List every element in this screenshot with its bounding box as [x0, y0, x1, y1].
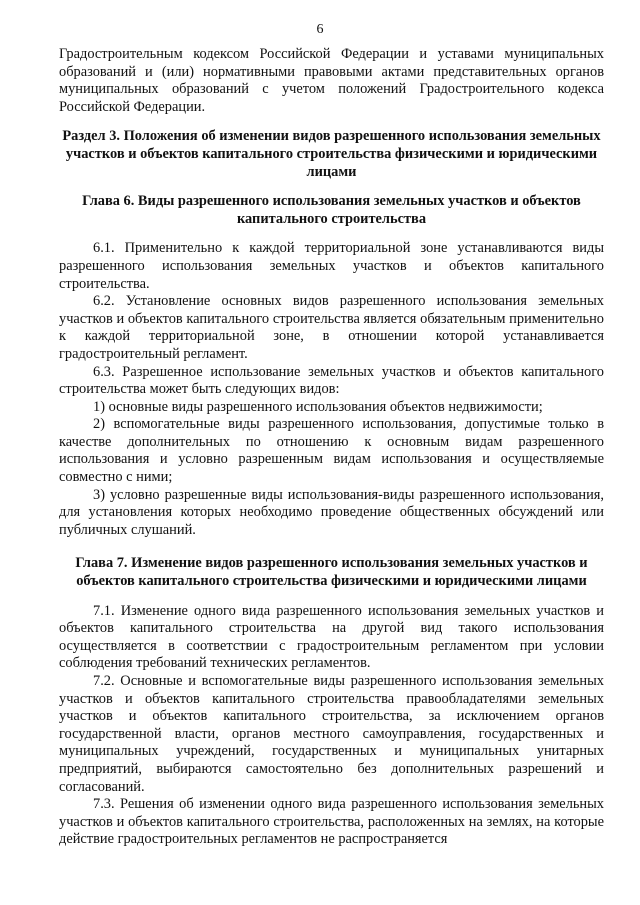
- list-item-1: 1) основные виды разрешенного использования объектов недвижимости;: [93, 398, 543, 415]
- paragraph-6-2: 6.2. Установление основных видов разрешенного использования земельных участков и объектов капитального строительства является обязательным применительно к каждой территориальной зоне, в отношении которой устанавливается градостроительный регламент.: [59, 293, 604, 362]
- paragraph-7-1: 7.1. Изменение одного вида разрешенного использования земельных участков и объектов капитального строительства на другой вид такого использования осуществляется в соответствии с градостроительным регламентом при условии соблюдения требований технических регламентов.: [59, 602, 604, 672]
- paragraph-7-3: 7.3. Решения об изменении одного вида разрешенного использования земельных участков и объектов капитального строительства, расположенных на землях, на которые действие градостроительных регламентов не распространяется: [59, 796, 604, 848]
- list-item-3: 3) условно разрешенные виды использования-виды разрешенного использования, для установления которых необходимо проведение общественных обсуждений или публичных слушаний.: [59, 486, 604, 538]
- list-item-2: 2) вспомогательные виды разрешенного использования, допустимые только в качестве дополнительных по отношению к основным видам разрешенного использования и условно разрешенным видам использования и осуществляемые совместно с ними;: [59, 416, 604, 486]
- page-number: 6: [316, 22, 324, 37]
- paragraph-7-2: 7.2. Основные и вспомогательные виды разрешенного использования земельных участков и объектов капитального строительства правообладателями земельных участков и объектов капитального строительства, за исключением органов государственной власти, органов местного самоуправления, государственных и муниципальных учреждений, государственных и муниципальных унитарных предприятий, выбираются самостоятельно без дополнительных разрешений и согласований.: [59, 673, 604, 795]
- chapter-7-heading: Глава 7. Изменение видов разрешенного использования земельных участков и объектов капитального строительства физическими и юридическими лицами: [75, 555, 588, 590]
- paragraph-6-3: 6.3. Разрешенное использование земельных участков и объектов капитального строительства может быть следующих видов:: [59, 363, 604, 398]
- paragraph-6-1: 6.1. Применительно к каждой территориальной зоне устанавливаются виды разрешенного использования земельных участков и объектов капитального строительства.: [59, 240, 604, 292]
- chapter-6-heading: Глава 6. Виды разрешенного использования земельных участков и объектов капитального строительства: [82, 193, 581, 227]
- page-content: [59, 46, 604, 849]
- section-3-heading: Раздел 3. Положения об изменении видов разрешенного использования земельных участков и объектов капитального строительства физическими и юридическими лицами: [62, 128, 601, 180]
- intro-paragraph: Градостроительным кодексом Российской Федерации и уставами муниципальных образований и (или) нормативными правовыми актами представительных органов муниципальных образований с учетом положений Градостроительного кодекса Российской Федерации.: [59, 46, 604, 115]
